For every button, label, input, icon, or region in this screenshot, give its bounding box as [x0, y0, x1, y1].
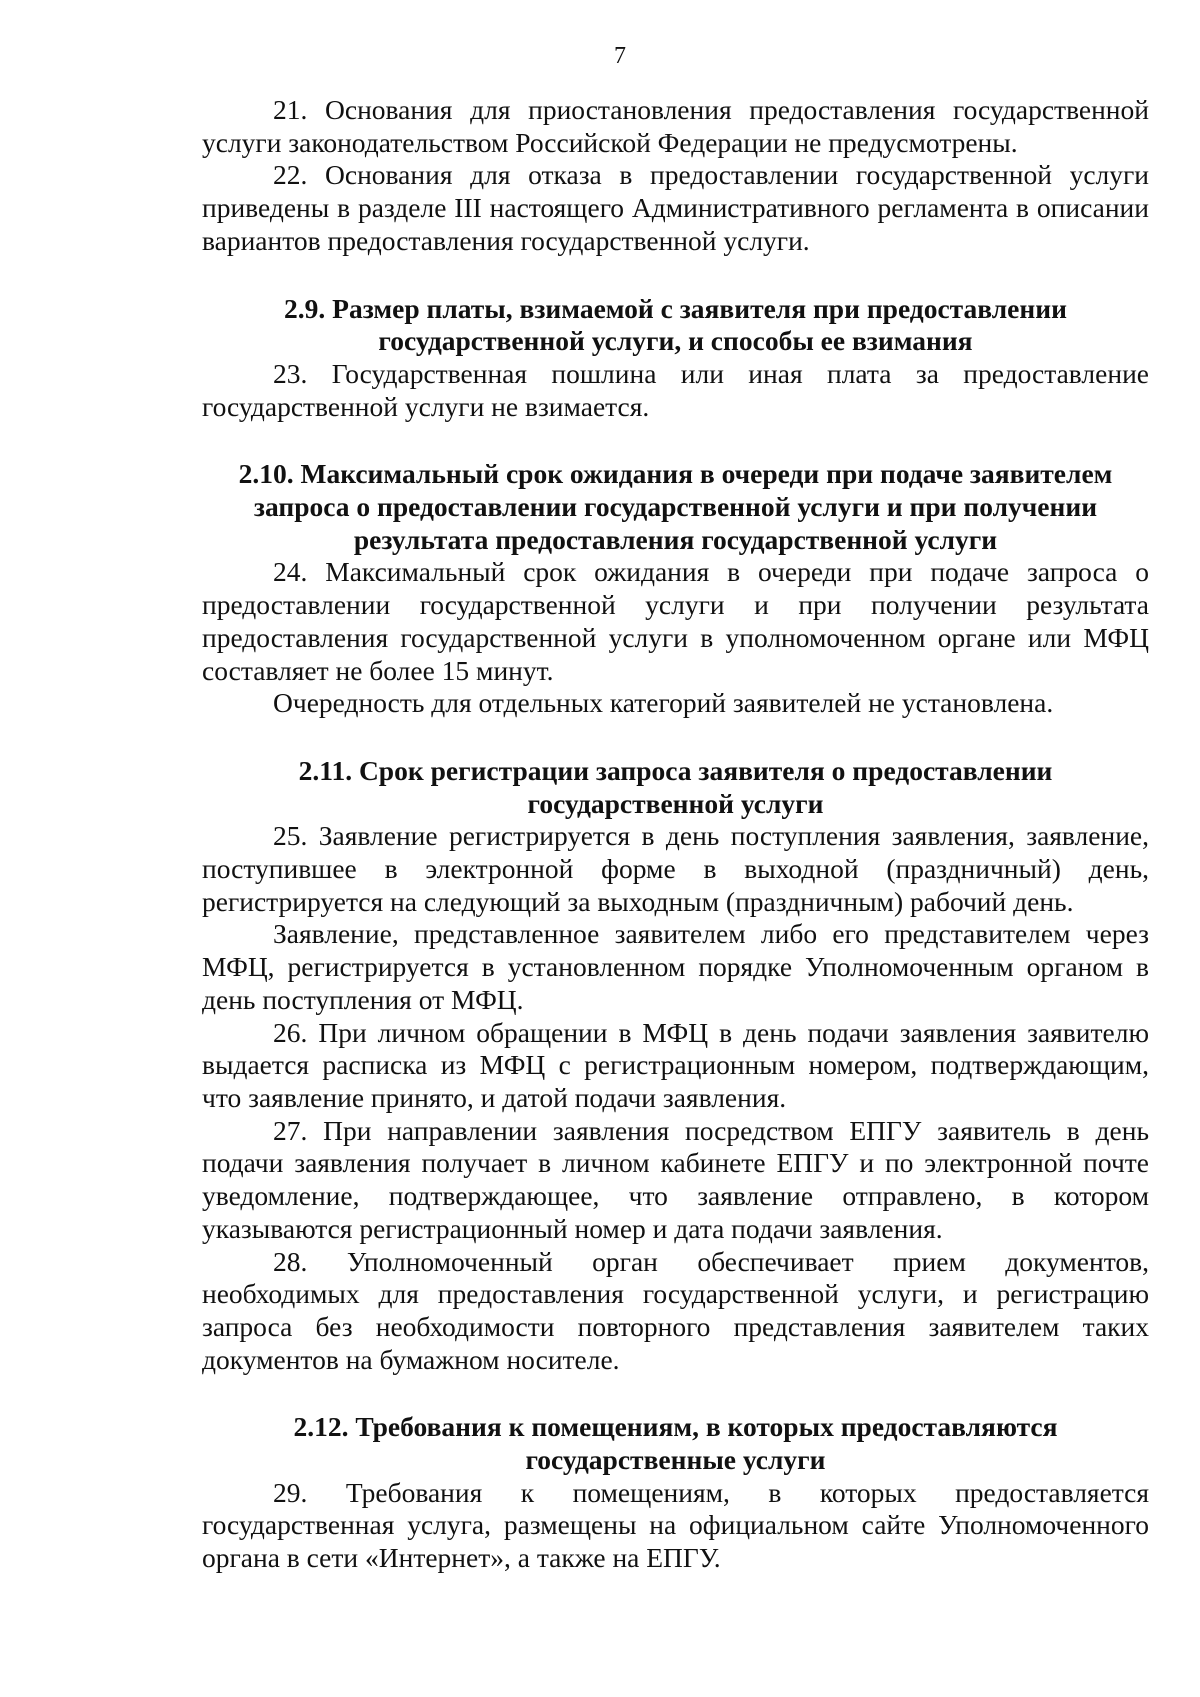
page-number: 7 [614, 43, 626, 69]
section-heading-2-10: 2.10. Максимальный срок ожидания в очереди при подаче заявителем запроса о предоставлении государственной услуги и при получении результата предоставления государственной услуги [238, 458, 1113, 555]
paragraph-26: 26. При личном обращении в МФЦ в день подачи заявления заявителю выдается расписка из МФЦ с регистрационным номером, подтверждающим, что заявление принято, и датой подачи заявления. [202, 1016, 1149, 1113]
section-heading-2-11: 2.11. Срок регистрации запроса заявителя о предоставлении государственной услуги [298, 754, 1053, 819]
paragraph-27: 27. При направлении заявления посредством ЕПГУ заявитель в день подачи заявления получает в личном кабинете ЕПГУ и по электронной почте уведомление, подтверждающее, что заявление отправлено, в котором указываются регистрационный номер и дата подачи заявления. [202, 1114, 1149, 1244]
section-heading-2-12: 2.12. Требования к помещениям, в которых предоставляются государственные услуги [293, 1411, 1058, 1476]
paragraph-25: 25. Заявление регистрируется в день поступления заявления, заявление, поступившее в электронной форме в выходной (праздничный) день, регистрируется на следующий за выходным (праздничным) рабочий день. [202, 820, 1149, 917]
paragraph-28: 28. Уполномоченный орган обеспечивает прием документов, необходимых для предоставления государственной услуги, и регистрацию запроса без необходимости повторного представления заявителем таких документов на бумажном носителе. [202, 1245, 1149, 1375]
paragraph-29: 29. Требования к помещениям, в которых предоставляется государственная услуга, размещены на официальном сайте Уполномоченного органа в сети «Интернет», а также на ЕПГУ. [202, 1476, 1149, 1574]
paragraph-22: 22. Основания для отказа в предоставлении государственной услуги приведены в разделе III настоящего Административного регламента в описании вариантов предоставления государственной услуги. [202, 159, 1149, 256]
document-body [202, 94, 1149, 1575]
paragraph-queue-priority: Очередность для отдельных категорий заявителей не установлена. [273, 687, 1054, 719]
section-heading-2-9: 2.9. Размер платы, взимаемой с заявителя при предоставлении государственной услуги, и способы ее взимания [284, 292, 1067, 357]
paragraph-21: 21. Основания для приостановления предоставления государственной услуги законодательством Российской Федерации не предусмотрены. [202, 94, 1149, 158]
paragraph-23: 23. Государственная пошлина или иная плата за предоставление государственной услуги не взимается. [202, 357, 1149, 422]
paragraph-mfc-registration: Заявление, представленное заявителем либо его представителем через МФЦ, регистрируется в установленном порядке Уполномоченным органом в день поступления от МФЦ. [202, 918, 1149, 1015]
paragraph-24: 24. Максимальный срок ожидания в очереди при подаче запроса о предоставлении государственной услуги и при получении результата предоставления государственной услуги в уполномоченном органе или МФЦ составляет не более 15 минут. [202, 556, 1149, 686]
